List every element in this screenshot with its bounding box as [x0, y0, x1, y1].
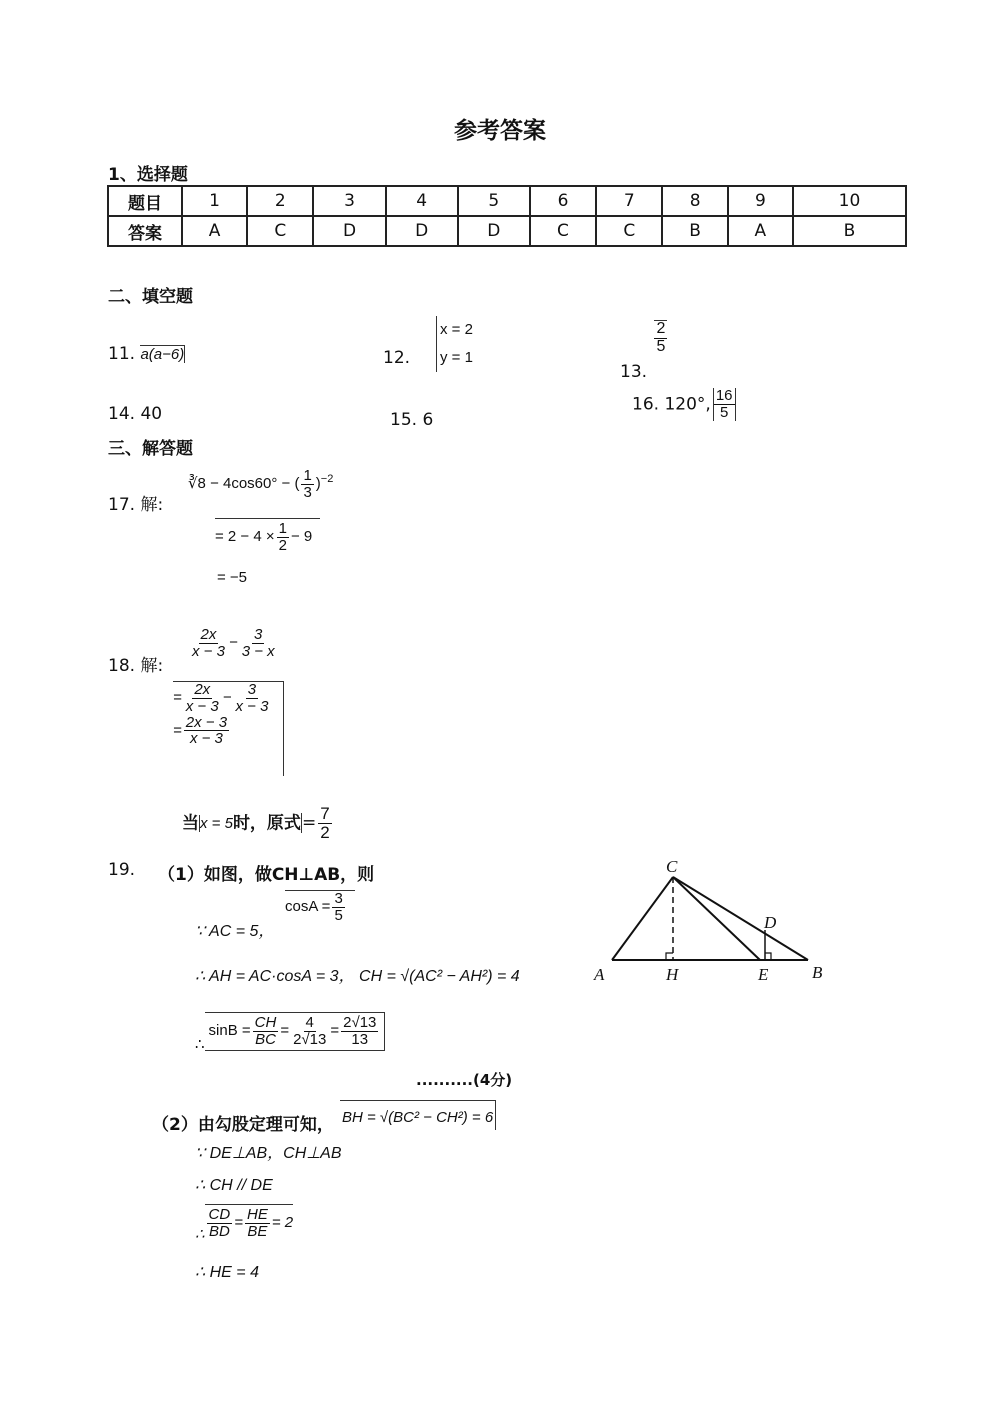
operator: = [301, 813, 317, 834]
cell: 10 [793, 186, 906, 216]
cell: D [458, 216, 530, 246]
denominator: x − 3 [235, 697, 269, 715]
q19-sinb: ∴sinB = $\frac{CH}{BC}$ = $\frac{4}{2√13}$ = $\frac{2√13}{13}$ [195, 1012, 385, 1051]
row-header: 题目 [108, 186, 182, 216]
therefore-symbol: ∴ [195, 1226, 205, 1244]
q17-expression: ∛8 − 4cos60° − ( $\frac{1}{3}$ )$^{-2}$ [188, 467, 334, 501]
numerator: 4 [305, 1014, 314, 1031]
numerator: 3 [254, 626, 263, 643]
q19-given-ac: ∵ AC = 5， [195, 923, 275, 940]
q19-score: ..........(4分) [416, 1071, 513, 1089]
segment-ac [612, 877, 673, 960]
q19-ah-ch [195, 963, 520, 986]
denominator: 5 [656, 337, 666, 355]
answer-value: a(a−6) [140, 346, 185, 363]
q19-parallel: ∴ CH // DE [195, 1177, 273, 1194]
expr-text: − 9 [290, 528, 313, 546]
label-c: C [666, 857, 678, 876]
cell: 6 [530, 186, 596, 216]
denominator: 2√13 [293, 1030, 327, 1048]
cell: 2 [247, 186, 313, 216]
q-number: 11. [108, 344, 136, 364]
expr-text: CH = √(AC² − AH²) = 4 [359, 968, 520, 985]
cell: 1 [182, 186, 247, 216]
q17-result: = −5 [217, 569, 248, 586]
numerator: CD [208, 1206, 231, 1223]
answer-16 [632, 388, 738, 421]
cell: 7 [596, 186, 662, 216]
label-h: H [666, 965, 679, 984]
numerator: 2x − 3 [185, 713, 228, 731]
denominator: 2 [278, 536, 287, 554]
section-fill: 二、填空题 [108, 287, 193, 307]
cell: D [386, 216, 458, 246]
table-row [108, 216, 906, 246]
section-choice: 1、选择题 [108, 165, 188, 185]
q19-part1-intro: （1）如图，做CH⊥AB，则 [158, 865, 375, 885]
expr-text: ∛8 − 4cos60° − ( [188, 475, 300, 493]
numerator: 2√13 [343, 1014, 377, 1031]
cell: C [530, 216, 596, 246]
q-number: 15. [390, 410, 418, 430]
denominator: 13 [351, 1030, 369, 1048]
denominator: x − 3 [185, 697, 219, 715]
denominator: 3 [303, 483, 312, 501]
answer-x: x = 2 [440, 321, 473, 338]
q18-expression [188, 627, 279, 660]
q17-label: 17. 解: [108, 495, 164, 515]
denominator: x − 3 [192, 642, 225, 660]
expr-text: sinB = [208, 1022, 251, 1040]
q-number-12: 12. [383, 348, 411, 368]
triangle-figure [590, 850, 840, 990]
operator: = [173, 689, 182, 707]
q18-evaluation [182, 805, 334, 842]
q19-he: ∴ HE = 4 [195, 1264, 259, 1281]
q17-step1 [215, 518, 320, 554]
numerator: 3 [247, 681, 257, 698]
q-number: 13. [620, 361, 648, 382]
answer-value: 6 [422, 410, 434, 430]
numerator: CH [254, 1014, 277, 1031]
operator: = [173, 721, 182, 739]
right-angle-e [765, 953, 771, 960]
expr-text: 当 [182, 813, 199, 834]
cell: B [662, 216, 727, 246]
denominator: 5 [719, 403, 729, 421]
expr-text: 时，原式 [232, 813, 301, 834]
denominator: BC [255, 1030, 276, 1048]
cell: B [793, 216, 906, 246]
segment-cb [673, 877, 808, 960]
q18-steps [173, 681, 284, 776]
section-solve: 三、解答题 [108, 439, 193, 459]
choice-answer-table [107, 185, 907, 247]
row-header: 答案 [108, 216, 182, 246]
label-b: B [812, 963, 823, 982]
cell: A [728, 216, 793, 246]
expr-text: ∴ AH = AC·cosA = 3， [195, 968, 355, 985]
cell: 9 [728, 186, 793, 216]
table-row [108, 186, 906, 216]
label-a: A [594, 965, 605, 984]
page-title: 参考答案 [454, 118, 546, 144]
cell: D [313, 216, 385, 246]
answer-value: 120°, [664, 394, 711, 415]
therefore-symbol: ∴ [195, 1036, 205, 1054]
q19-ratio: ∴ $\frac{CD}{BD}$ = $\frac{HE}{BE}$ = 2 [195, 1206, 294, 1244]
cell: 3 [313, 186, 385, 216]
exponent: −2 [320, 473, 334, 486]
denominator: BE [247, 1222, 268, 1240]
operator: − [222, 689, 232, 707]
numerator: 1 [278, 520, 287, 537]
numerator: 2x [194, 681, 211, 698]
answer-value: 40 [140, 404, 163, 424]
numerator: 7 [320, 804, 330, 823]
denominator: x − 3 [189, 730, 223, 748]
label-d: D [764, 913, 777, 932]
expr-text: = 2 [271, 1214, 294, 1232]
numerator: 2x [200, 626, 217, 643]
numerator: HE [246, 1206, 268, 1223]
numerator: 16 [715, 387, 733, 404]
cell: 4 [386, 186, 458, 216]
expr-value: x = 5 [200, 815, 233, 833]
numerator: 1 [303, 467, 312, 484]
denominator: 3 − x [241, 642, 275, 660]
q19-part2-intro: （2）由勾股定理可知， [152, 1115, 334, 1135]
answer-12 [436, 316, 473, 372]
denominator: BD [208, 1222, 230, 1240]
q-number: 16. [632, 394, 660, 415]
numerator: 3 [334, 890, 343, 907]
denominator: 2 [320, 822, 330, 842]
cell: A [182, 216, 247, 246]
cell: C [247, 216, 313, 246]
q18-label: 18. 解: [108, 656, 164, 676]
operator: − [228, 634, 238, 652]
cell: C [596, 216, 662, 246]
right-angle-h [666, 953, 673, 960]
q19-perpendicular: ∵ DE⊥AB，CH⊥AB [195, 1145, 342, 1162]
q19-label: 19. [108, 860, 136, 880]
numerator: 2 [656, 320, 666, 337]
answer-15 [390, 410, 433, 430]
segment-ce [673, 877, 760, 960]
expr-text: cosA = [285, 898, 331, 916]
answer-y: y = 1 [440, 349, 473, 366]
cell: 5 [458, 186, 530, 216]
cell: 8 [662, 186, 727, 216]
q19-given-cosa [285, 890, 355, 924]
label-e: E [758, 965, 769, 984]
answer-11 [108, 344, 185, 364]
denominator: 5 [334, 906, 343, 924]
answer-14 [108, 404, 162, 424]
expr-text: = 2 − 4 × [215, 528, 275, 546]
q-number: 14. [108, 404, 136, 424]
q19-bh: BH = √(BC² − CH²) = 6 [340, 1100, 496, 1130]
answer-13 [620, 320, 669, 382]
